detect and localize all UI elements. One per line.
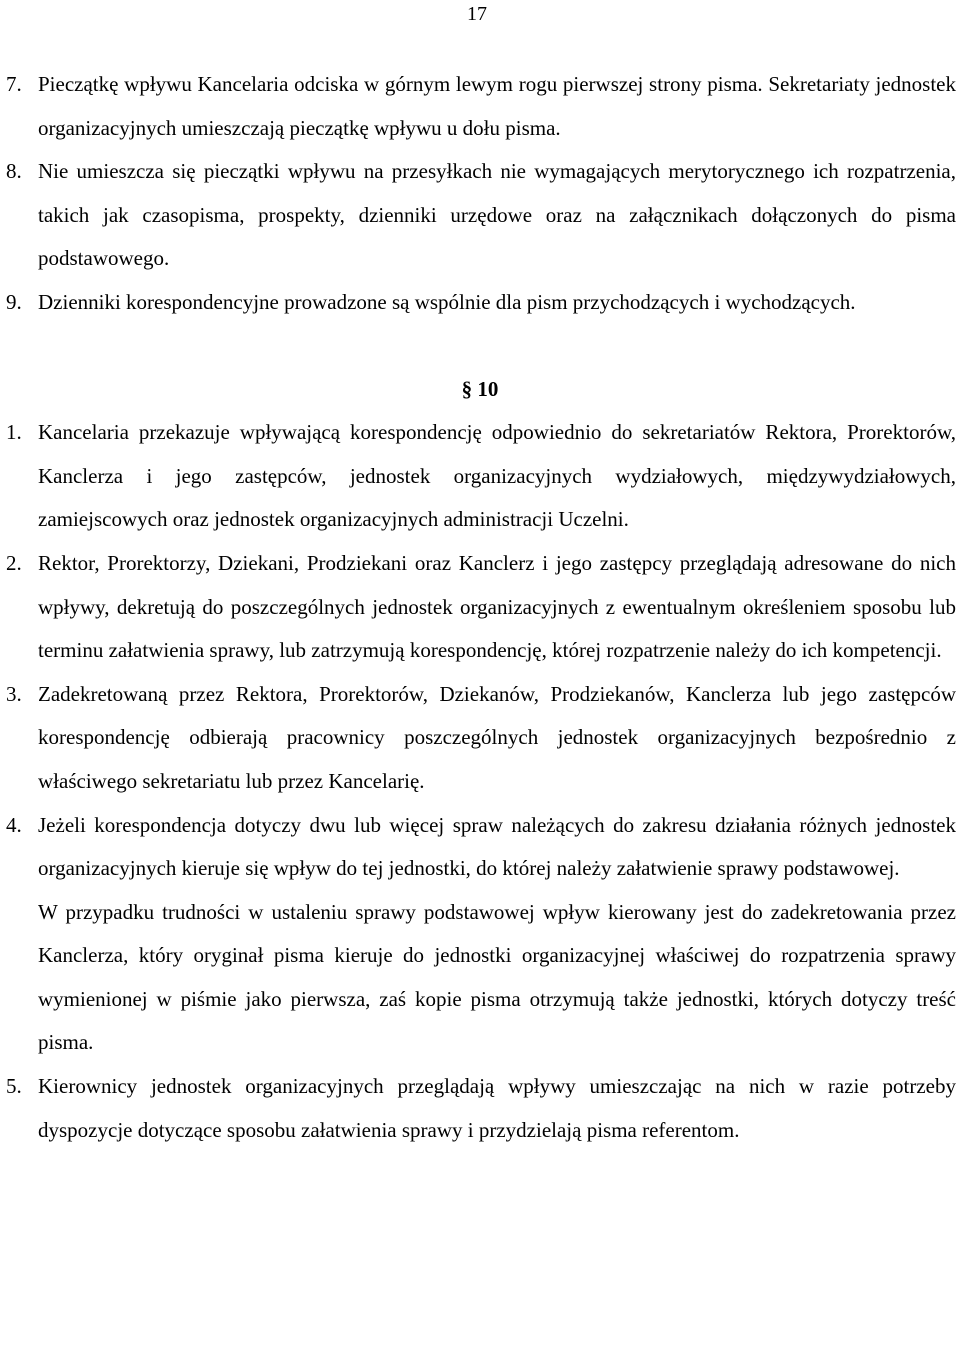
list-item-8 [0, 150, 956, 281]
list-item-text: Jeżeli korespondencja dotyczy dwu lub więcej spraw należących do zakresu działania różnych jednostek organizacyjnych kieruje się wpływ do tej jednostki, do której należy załatwienie sprawy podstawowej. [38, 812, 956, 881]
list-item-3 [0, 673, 956, 804]
section-symbol: § [461, 376, 473, 401]
paragraph: W przypadku trudności w ustaleniu sprawy podstawowej wpływ kierowany jest do zadekretowania przez Kanclerza, który oryginał pisma kieruje do jednostki organizacyjnej właściwej do rozpatrzenia sprawy wymienionej w piśmie jako pierwsza, zaś kopie pisma otrzymują także jednostki, których dotyczy treść pisma. [38, 899, 956, 1055]
list-item-number: 9. [6, 289, 22, 314]
list-item-text: Rektor, Prorektorzy, Dziekani, Prodziekani oraz Kanclerz i jego zastępcy przeglądają adresowane do nich wpływy, dekretują do poszczególnych jednostek organizacyjnych z ewentualnym określeniem sposobu lub terminu załatwienia sprawy, lub zatrzymują korespondencję, której rozpatrzenie należy do ich kompetencji. [38, 550, 956, 663]
list-item-9 [0, 281, 956, 325]
list-item-text: Pieczątkę wpływu Kancelaria odciska w górnym lewym rogu pierwszej strony pisma. Sekretariaty jednostek organizacyjnych umieszczają pieczątkę wpływu u dołu pisma. [38, 72, 956, 140]
list-item-text: Nie umieszcza się pieczątki wpływu na przesyłkach nie wymagających merytorycznego ich rozpatrzenia, takich jak czasopisma, prospekty, dzienniki urzędowe oraz na załącznikach dołączonych do pisma podstawowego. [38, 159, 956, 271]
section-number: 10 [477, 376, 499, 401]
list-item-7 [0, 63, 956, 150]
list-item-text: Zadekretowaną przez Rektora, Prorektorów, Dziekanów, Prodziekanów, Kanclerza lub jego zastępców korespondencję odbierają pracownicy poszczególnych jednostek organizacyjnych bezpośrednio z właściwego sekretariatu lub przez Kancelarię. [38, 681, 956, 793]
list-item-2 [0, 542, 956, 673]
list-item-text: Dzienniki korespondencyjne prowadzone są wspólnie dla pism przychodzących i wychodzących. [38, 289, 856, 314]
list-item-1 [0, 411, 956, 542]
list-item-number: 8. [6, 159, 22, 184]
list-item-number: 7. [6, 72, 22, 96]
list-item-text: Kancelaria przekazuje wpływającą korespondencję odpowiednio do sekretariatów Rektora, Prorektorów, Kanclerza i jego zastępców, jednostek organizacyjnych wydziałowych, międzywydziałowych, zamiejscowych oraz jednostek organizacyjnych administracji Uczelni. [38, 420, 956, 532]
list-item-5 [0, 1065, 956, 1152]
list-item-number: 4. [6, 812, 22, 837]
page-number: 17 [467, 3, 487, 25]
document-body [0, 63, 956, 1152]
list-item-number: 5. [6, 1074, 22, 1099]
list-item-number: 1. [6, 420, 22, 445]
list-item-4 [0, 804, 956, 891]
list-item-text: Kierownicy jednostek organizacyjnych przeglądają wpływy umieszczając na nich w razie potrzeby dyspozycje dotyczące sposobu załatwienia sprawy i przydzielają pisma referentom. [38, 1074, 956, 1142]
list-item-number: 3. [6, 681, 22, 706]
list-item-number: 2. [6, 550, 22, 575]
section-heading [0, 368, 960, 412]
